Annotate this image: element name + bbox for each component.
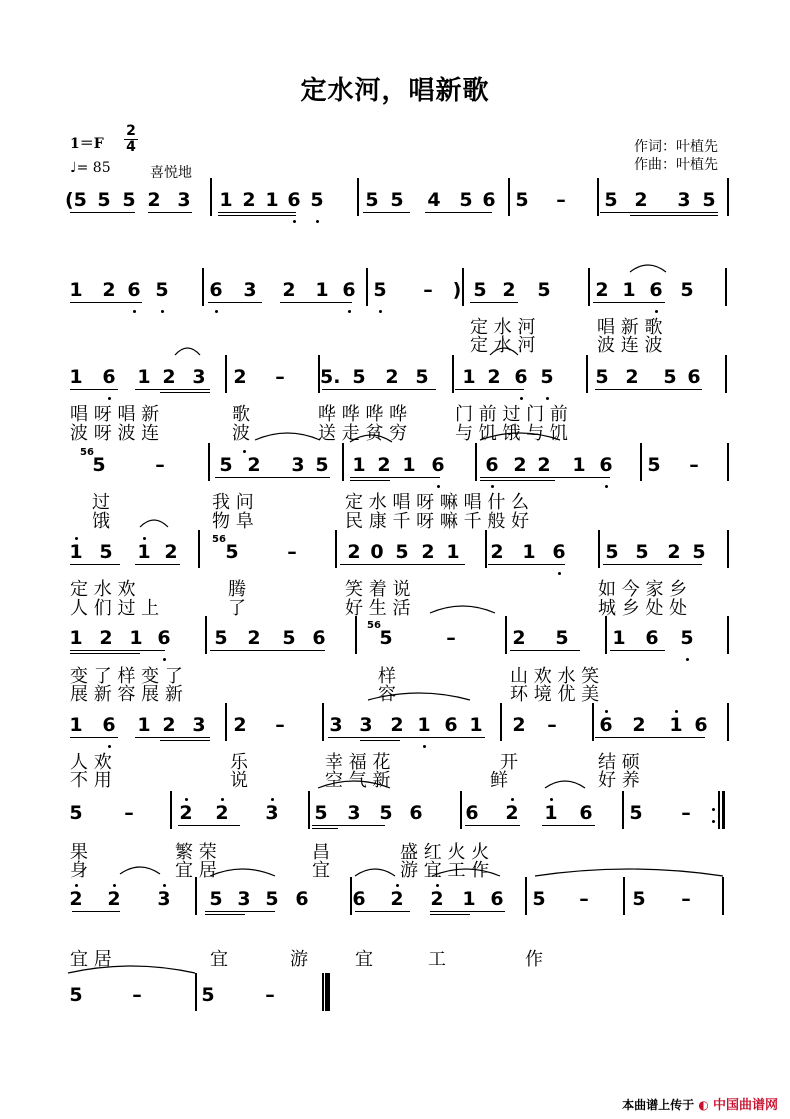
note: 2 — [430, 888, 444, 910]
lyric-line: 唱 新 歌 — [597, 317, 663, 338]
note: 2 — [164, 541, 178, 563]
note: 2 — [390, 888, 404, 910]
note: 5 — [214, 627, 228, 649]
note: 2 — [513, 454, 527, 476]
slur-arc — [430, 606, 495, 613]
lyric-line: 与 饥 饿 与 饥 — [455, 423, 568, 444]
slur-arc — [318, 781, 390, 788]
note: 6 — [552, 541, 566, 563]
note: ) — [452, 279, 462, 301]
note: 1 — [446, 541, 460, 563]
note: 5 — [314, 802, 328, 824]
note: 5 — [473, 279, 487, 301]
note: 5 — [605, 541, 619, 563]
note: 2 — [215, 802, 229, 824]
note: 5 — [635, 541, 649, 563]
note: 6 — [514, 366, 528, 388]
note: 6 — [102, 714, 116, 736]
note: 1 — [69, 714, 83, 736]
lyric-line: 游 宜 工 作 — [400, 860, 490, 881]
note: – — [275, 366, 285, 388]
slur-arc — [480, 433, 560, 440]
note: 6 — [295, 888, 309, 910]
note: 3 — [265, 802, 279, 824]
lyric-line: 结 硕 — [598, 752, 640, 773]
lyric-line: 鲜 — [490, 770, 508, 791]
lyric-line: 人 欢 — [70, 752, 112, 773]
slur-arc — [120, 867, 160, 874]
note: 5 — [315, 454, 329, 476]
note: 5. — [320, 366, 341, 388]
note: 5 — [282, 627, 296, 649]
note: – — [265, 984, 275, 1006]
note: 2 — [595, 279, 609, 301]
note: 3 — [291, 454, 305, 476]
slur-arc — [630, 265, 666, 272]
lyric-line: 如 今 家 乡 — [598, 579, 688, 600]
note: – — [446, 627, 456, 649]
note: 6 — [342, 279, 356, 301]
note: 2 — [242, 189, 256, 211]
lyric-line: 工 — [428, 949, 446, 970]
note: 5 — [663, 366, 677, 388]
slur-arc — [368, 693, 470, 700]
note: 5 — [459, 189, 473, 211]
note: 2 — [512, 627, 526, 649]
note: 5 — [69, 802, 83, 824]
note: 1 — [69, 366, 83, 388]
note: 3 — [243, 279, 257, 301]
note: 6 — [209, 279, 223, 301]
lyric-line: 送 走 贫 穷 — [318, 423, 408, 444]
lyric-line: 果 — [70, 842, 88, 863]
lyric-line: 开 — [500, 752, 518, 773]
note: – — [132, 984, 142, 1006]
note: 2 — [99, 627, 113, 649]
lyric-line: 了 — [228, 598, 246, 619]
note: 5 — [365, 189, 379, 211]
note: 5 — [680, 279, 694, 301]
note: 2 — [390, 714, 404, 736]
lyricist-credit: 作词：叶植先 — [634, 139, 718, 155]
lyric-line: 物 阜 — [212, 511, 254, 532]
note: 2 — [147, 189, 161, 211]
lyric-line: 宜 — [210, 949, 228, 970]
note: 1 — [612, 627, 626, 649]
lyric-line: 昌 — [312, 842, 330, 863]
note: – — [124, 802, 134, 824]
lyric-line: 波 — [232, 423, 250, 444]
note: – — [579, 888, 589, 910]
note: 5 — [532, 888, 546, 910]
note: 2 — [282, 279, 296, 301]
note: 5 — [515, 189, 529, 211]
note: 1 — [462, 366, 476, 388]
lyric-line: 展 新 容 展 新 — [70, 684, 183, 705]
lyric-line: 身 — [70, 860, 88, 881]
note: 5 — [647, 454, 661, 476]
note: 1 — [137, 541, 151, 563]
note: 1 — [129, 627, 143, 649]
note: 6 — [599, 454, 613, 476]
note: 5 — [555, 627, 569, 649]
note: 1 — [69, 627, 83, 649]
note: 2 — [347, 541, 361, 563]
note: 6 — [352, 888, 366, 910]
lyric-line: 说 — [230, 770, 248, 791]
note: 5 — [379, 627, 393, 649]
note: 6 — [485, 454, 499, 476]
note: 3 — [192, 366, 206, 388]
note: 1 — [265, 189, 279, 211]
note: – — [689, 454, 699, 476]
note: 3 — [329, 714, 343, 736]
lyric-line: 门 前 过 门 前 — [455, 404, 568, 425]
note: 2 — [233, 714, 247, 736]
note: 6 — [312, 627, 326, 649]
key-text: 1＝F — [70, 136, 104, 152]
lyric-line: 我 问 — [212, 492, 254, 513]
page-title: 定水河，唱新歌 — [300, 76, 490, 106]
note: 4 — [427, 189, 441, 211]
note: 3 — [157, 888, 171, 910]
lyric-line: 盛 红 火 火 — [400, 842, 490, 863]
footer-brand: 中国曲谱网 — [712, 1098, 778, 1113]
note: 2 — [233, 366, 247, 388]
note: 6 — [409, 802, 423, 824]
note: 5 — [632, 888, 646, 910]
lyric-line: 宜 居 — [70, 949, 112, 970]
note: 2 — [377, 454, 391, 476]
mood-marking: 喜悦地 — [150, 165, 192, 181]
time-denominator: 4 — [124, 139, 138, 155]
note: 0 — [370, 541, 384, 563]
lyric-line: 空 气 新 — [325, 770, 391, 791]
lyric-line: 波 呀 波 连 — [70, 423, 160, 444]
note: 6 — [444, 714, 458, 736]
note: 1 — [462, 888, 476, 910]
note: 6 — [649, 279, 663, 301]
note: 1 — [622, 279, 636, 301]
grace-note: 56 — [367, 620, 381, 631]
lyric-line: 波 连 波 — [597, 335, 663, 356]
note: 5 — [604, 189, 618, 211]
note: 6 — [599, 714, 613, 736]
note: 5 — [310, 189, 324, 211]
note: 1 — [352, 454, 366, 476]
note: 6 — [102, 366, 116, 388]
lyric-line: 过 — [92, 492, 110, 513]
note: 6 — [687, 366, 701, 388]
note: 5 — [122, 189, 136, 211]
note: 1 — [69, 541, 83, 563]
lyric-line: 好 养 — [598, 770, 640, 791]
note: 1 — [69, 279, 83, 301]
time-numerator: 2 — [126, 123, 136, 139]
note: 2 — [502, 279, 516, 301]
note: 3 — [192, 714, 206, 736]
lyric-line: 作 — [525, 949, 543, 970]
note: 1 — [669, 714, 683, 736]
note: 1 — [544, 802, 558, 824]
note: 6 — [482, 189, 496, 211]
lyric-line: 人 们 过 上 — [70, 598, 160, 619]
note: 5 — [209, 888, 223, 910]
lyric-line: 样 — [378, 666, 396, 687]
quarter-note-icon: ♩ — [70, 160, 77, 176]
note: 2 — [247, 454, 261, 476]
lyric-line: 饿 — [92, 511, 110, 532]
slur-arc — [490, 348, 518, 355]
lyric-line: 城 乡 处 处 — [598, 598, 688, 619]
note: 2 — [421, 541, 435, 563]
note: 3 — [677, 189, 691, 211]
lyric-line: 繁 荣 — [175, 842, 217, 863]
lyric-line: 不 用 — [70, 770, 112, 791]
note: 2 — [537, 454, 551, 476]
note: 5 — [595, 366, 609, 388]
lyric-line: 定 水 河 — [470, 335, 536, 356]
note: – — [556, 189, 566, 211]
note: 2 — [69, 888, 83, 910]
note: 5 — [225, 541, 239, 563]
lyric-line: 宜 居 — [175, 860, 217, 881]
note: 5 — [540, 366, 554, 388]
note: 6 — [127, 279, 141, 301]
note: 6 — [645, 627, 659, 649]
note: 5 — [395, 541, 409, 563]
note: 6 — [287, 189, 301, 211]
lyric-line: 歌 — [232, 404, 250, 425]
note: 5 — [373, 279, 387, 301]
note: 6 — [465, 802, 479, 824]
lyric-line: 笑 着 说 — [345, 579, 411, 600]
note: 5 — [92, 454, 106, 476]
lyric-line: 变 了 样 变 了 — [70, 666, 183, 687]
lyric-line: 容 — [378, 684, 396, 705]
note: 5 — [69, 984, 83, 1006]
note: 1 — [522, 541, 536, 563]
lyric-line: 幸 福 花 — [325, 752, 391, 773]
note: (5 — [65, 189, 87, 211]
note: 3 — [177, 189, 191, 211]
slur-arc — [175, 348, 200, 355]
note: 5 — [201, 984, 215, 1006]
note: 2 — [512, 714, 526, 736]
note: 5 — [629, 802, 643, 824]
lyric-line: 民 康 千 呀 嘛 千 般 好 — [345, 511, 530, 532]
slur-arc — [255, 433, 320, 440]
slur-arc — [432, 869, 500, 876]
tempo-text: = 85 — [76, 160, 111, 176]
note: 2 — [632, 714, 646, 736]
note: 3 — [359, 714, 373, 736]
note: 2 — [385, 366, 399, 388]
note: 2 — [487, 366, 501, 388]
note: 1 — [469, 714, 483, 736]
note: 6 — [431, 454, 445, 476]
slur-arc — [535, 869, 723, 876]
slur-arc — [68, 966, 195, 973]
note: 1 — [137, 366, 151, 388]
composer-credit: 作曲：叶植先 — [634, 157, 718, 173]
lyric-line: 山 欢 水 笑 — [510, 666, 600, 687]
note: – — [681, 802, 691, 824]
note: 5 — [352, 366, 366, 388]
note: 3 — [237, 888, 251, 910]
grace-note: 56 — [212, 534, 226, 545]
note: 1 — [219, 189, 233, 211]
note: – — [681, 888, 691, 910]
note: – — [287, 541, 297, 563]
lyric-line: 定 水 欢 — [70, 579, 136, 600]
note: 2 — [247, 627, 261, 649]
lyric-line: 好 生 活 — [345, 598, 411, 619]
note: 5 — [265, 888, 279, 910]
note: – — [155, 454, 165, 476]
note: 1 — [402, 454, 416, 476]
lyric-line: 腾 — [228, 579, 246, 600]
note: 1 — [137, 714, 151, 736]
lyric-line: 定 水 河 — [470, 317, 536, 338]
note: 5 — [415, 366, 429, 388]
note: – — [547, 714, 557, 736]
note: 5 — [97, 189, 111, 211]
note: 2 — [102, 279, 116, 301]
slur-arc — [545, 781, 585, 788]
note: – — [275, 714, 285, 736]
note: 6 — [490, 888, 504, 910]
note: – — [423, 279, 433, 301]
note: 5 — [219, 454, 233, 476]
grace-note: 56 — [80, 447, 94, 458]
lyric-line: 唱 呀 唱 新 — [70, 404, 160, 425]
note: 1 — [315, 279, 329, 301]
note: 2 — [667, 541, 681, 563]
slur-arc — [210, 869, 275, 876]
lyric-line: 游 — [290, 949, 308, 970]
note: 5 — [702, 189, 716, 211]
slur-arc — [140, 520, 168, 527]
lyric-line: 定 水 唱 呀 嘛 唱 什 么 — [345, 492, 530, 513]
footer-logo-icon: ◐ — [698, 1098, 709, 1112]
note: 5 — [537, 279, 551, 301]
note: 6 — [157, 627, 171, 649]
slur-arc — [350, 435, 392, 442]
note: 5 — [692, 541, 706, 563]
note: 2 — [179, 802, 193, 824]
note: 2 — [162, 366, 176, 388]
lyric-line: 宜 — [312, 860, 330, 881]
note: 5 — [99, 541, 113, 563]
note: 5 — [680, 627, 694, 649]
note: 1 — [417, 714, 431, 736]
note: 5 — [379, 802, 393, 824]
slur-arc — [355, 869, 395, 876]
note: 2 — [625, 366, 639, 388]
footer-text: 本曲谱上传于 — [622, 1098, 695, 1112]
note: 2 — [634, 189, 648, 211]
note: 2 — [107, 888, 121, 910]
note: 2 — [162, 714, 176, 736]
note: 5 — [390, 189, 404, 211]
lyric-line: 环 境 优 美 — [510, 684, 600, 705]
note: 2 — [490, 541, 504, 563]
note: 3 — [347, 802, 361, 824]
note: 5 — [155, 279, 169, 301]
lyric-line: 哗 哗 哗 哗 — [318, 404, 408, 425]
note: 2 — [505, 802, 519, 824]
note: 6 — [694, 714, 708, 736]
note: 6 — [579, 802, 593, 824]
note: 1 — [572, 454, 586, 476]
lyric-line: 乐 — [230, 752, 248, 773]
lyric-line: 宜 — [355, 949, 373, 970]
